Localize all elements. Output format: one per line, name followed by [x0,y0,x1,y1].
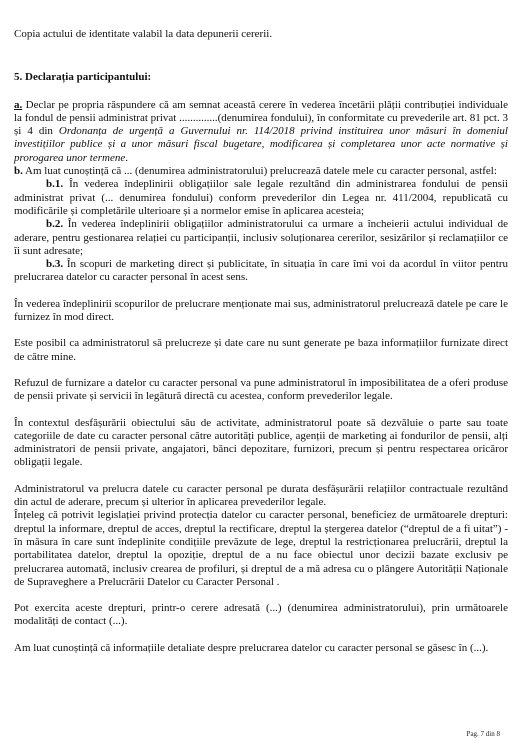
declaration-b [14,165,508,178]
paragraph-indirect-data: Este posibil ca administratorul să prelucreze și date care nu sunt generate pe baza informațiilor furnizate direct de către mine. [14,337,508,363]
intro-text: Copia actului de identitate valabil la data depunerii cererii. [14,28,273,40]
section-heading: 5. Declarația participantului: [14,71,152,84]
paragraph-processing-purposes: În vederea îndeplinirii scopurilor de prelucrare menționate mai sus, administratorul prelucrează datele pe care le furnizez în mod direct. [14,297,508,324]
paragraph-exercise-rights: Pot exercita aceste drepturi, printr-o cerere adresată (...) (denumirea administratorului), prin următoarele modalități de contact (...). [14,602,508,628]
declaration-b2-text: În vederea îndeplinirii obligațiilor administratorului ca urmare a încheierii actului individual de aderare, pentru gestionarea relației cu participanții, inclusiv soluționarea cererilor, sesizărilor și reclamațiilor ce îi sunt adresate; [14,218,508,257]
declaration-a-text1: Declar pe propria răspundere că am semnat această cerere în vederea încetării plății contribuției individuale la fondul de pensii administrat privat ..............(denumirea fondului), în conformitate cu prevederile art. 81 pct. 3 și 4 din [14,98,508,138]
paragraph-detailed-info: Am luat cunoștință că informațiile detaliate despre prelucrarea datelor cu caracter personal se găsesc în (...). [14,641,489,654]
declaration-b-text: Am luat cunoștință că ... (denumirea administratorului) prelucrează datele mele cu caracter personal, astfel: [22,165,497,178]
declaration-b2-label: b.2. [46,218,64,231]
declaration-b1-text: În vederea îndeplinirii obligațiilor sale legale rezultând din administrarea fondului de pensii administrat privat (... denumirea fondului) conform prevederilor din Legea nr. 411/2004, republicată cu modificările și completările ulterioare și a normelor emise în aplicarea acesteia; [14,178,508,217]
declaration-a-ordinance: Ordonanța de urgență a Guvernului nr. 114/2018 privind instituirea unor măsuri în domeniul investițiilor publice și a unor măsuri fiscal bugetare, modificarea și completarea unor acte normative și prorogarea unor termene [14,125,508,164]
paragraph-retention: Administratorul va prelucra datele cu caracter personal pe durata desfășurării relațiilor contractuale rezultând din actul de aderare, precum și ulterior în aplicarea prevederilor legale. [14,482,508,509]
paragraph-disclosure: În contextul desfășurării obiectului său de activitate, administratorul poate să dezvăluie o parte sau toate categoriile de date cu caracter personal către autorități publice, agenții de marketing ai fondurilor de pensii, alți administratori de pensii private, angajatori, bănci depozitare, furnizori, precum și pentru respectarea oricăror obligații legale. [14,416,508,469]
page-number: Pag. 7 din 8 [466,730,500,738]
paragraph-refusal: Refuzul de furnizare a datelor cu caracter personal va pune administratorul în imposibilitatea de a oferi produse de pensii private și servicii în legătură directă cu acestea, conform prevederilor legale. [14,376,508,403]
declaration-b3-label: b.3. [46,258,64,271]
declaration-a [14,99,508,165]
declaration-b2 [14,218,508,258]
declaration-b1-label: b.1. [46,178,64,191]
declaration-b3-text: În scopuri de marketing direct și publicitate, în situația în care îmi voi da acordul în viitor pentru prelucrarea datelor cu caracter personal în acest sens. [14,258,508,284]
declaration-b1 [14,178,508,218]
paragraph-rights: Înțeleg că potrivit legislației privind protecția datelor cu caracter personal, beneficiez de următoarele drepturi: dreptul la informare, dreptul de acces, dreptul la rectificare, dreptul la ștergerea datelor (“dreptul de a fi uitat”) - în măsura în care sunt îndeplinite condițiile prevăzute de lege, dreptul la restricționarea prelucrării, dreptul la portabilitatea datelor, dreptul la opoziție, dreptul de a nu face obiectul unor decizii bazate exclusiv pe prelucrarea automată, inclusiv crearea de profiluri, și dreptul de a mă adresa cu o plângere Autorității Naționale de Supraveghere a Prelucrării Datelor cu Caracter Personal . [14,509,508,588]
declaration-a-text2: . [125,151,128,164]
declaration-a-label: a. [14,98,23,111]
declaration-b3 [14,258,508,285]
declaration-b-label: b. [14,165,23,178]
